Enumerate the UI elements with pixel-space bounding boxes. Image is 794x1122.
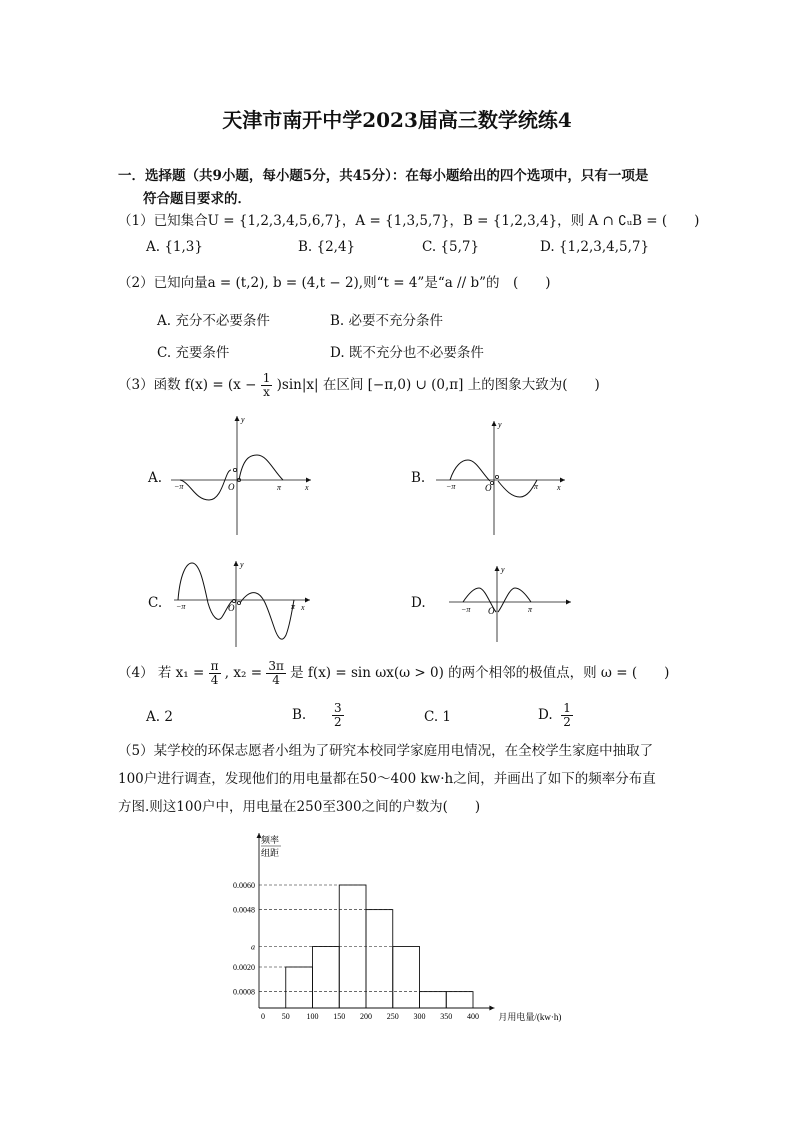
q4-x2-fraction: $\frac{3\pi}{4}$ [268,659,284,687]
q2-option-d: D. 既不充分也不必要条件 [330,345,484,361]
x-tick-label: 100 [306,1012,319,1021]
q4-option-a: A. 2 [146,709,173,725]
x-tick-label: 150 [333,1012,346,1021]
histogram-bar [420,992,447,1008]
q2-stem: （2）已知向量a = (t,2), b = (4,t − 2),则“t = 4”是“a // b”的 ( ) [118,275,551,291]
y-tick-label: 0.0008 [233,987,255,997]
svg-text:y: y [501,565,505,574]
q4-x1-fraction: $\frac{\pi}{4}$ [210,659,219,687]
q3-stem: （3）函数 f(x) = (x − $\frac{1}{x}$ )sin|x| 在区间 [−π,0) ∪ (0,π] 上的图象大致为( ) [118,371,600,399]
histogram-bar [313,947,340,1009]
q4-option-d: D. $\frac{1}{2}$ [538,701,571,729]
q2-option-a: A. 充分不必要条件 [157,313,270,329]
svg-text:−π: −π [446,482,456,491]
svg-text:O: O [228,482,235,492]
y-tick-label: a [251,942,255,952]
q3-option-c-label: C. [148,595,163,611]
graph-d [445,560,575,645]
histogram-bar [286,967,313,1008]
svg-text:y: y [498,420,502,429]
y-label-numerator: 频率 [261,835,280,845]
q1-stem: （1）已知集合U = {1,2,3,4,5,6,7}，A = {1,3,5,7}，B = {1,2,3,4}，则 A ∩ ∁ᵤB = ( ) [118,213,700,229]
graph-c [170,555,320,650]
x-tick-label: 300 [413,1012,426,1021]
q1-option-a: A. {1,3} [146,239,203,255]
histogram-bar [366,910,393,1008]
q5-line2: 100户进行调查，发现他们的用电量都在50～400 kw·h之间，并画出了如下的频率分布直 [118,771,656,787]
q3-fraction: $\frac{1}{x}$ [262,371,271,399]
svg-text:−π: −π [461,605,471,614]
svg-text:O: O [485,483,492,493]
q1-option-b: B. {2,4} [298,239,356,255]
y-tick-label: 0.0048 [233,905,255,915]
x-tick-label: 50 [281,1012,290,1021]
y-tick-label: 0.0020 [233,963,255,972]
svg-text:−π: −π [174,482,184,491]
section-heading: 一．选择题（共9小题，每小题5分，共45分）：在每小题给出的四个选项中，只有一项是 [118,168,649,184]
q1-option-c: C. {5,7} [422,239,480,255]
x-tick-label: 350 [440,1012,453,1021]
svg-text:x: x [305,483,309,492]
x-axis-arrow [489,1006,494,1011]
x-axis-label: 月用电量/(kw·h) [498,1012,562,1022]
x-tick-label: 200 [360,1012,372,1021]
svg-text:−π: −π [176,602,186,611]
q3-option-d-label: D. [411,595,426,611]
svg-text:y: y [240,560,244,569]
svg-text:π: π [277,483,282,492]
svg-text:x: x [301,603,305,612]
y-label-denominator: 组距 [261,848,280,858]
x-tick-label: 0 [261,1012,265,1021]
q5-line1: （5）某学校的环保志愿者小组为了研究本校同学家庭用电情况，在全校学生家庭中抽取了 [118,743,654,759]
histogram-bar [393,947,420,1009]
q5-line3: 方图.则这100户中，用电量在250至300之间的户数为( ) [118,799,481,815]
q4-option-b: B. $\frac{3}{2}$ [292,701,342,729]
x-tick-label: 400 [467,1012,479,1021]
x-tick-label: 250 [386,1012,399,1021]
svg-text:x: x [557,483,561,492]
q4-stem: （4） 若 x₁ = $\frac{\pi}{4}$ , x₂ = $\frac{3\pi}{4}$ 是 f(x) = sin ωx(ω > 0) 的两个相邻的极值点，则 ω = ( ) [118,659,670,687]
page-title: 天津市南开中学2023届高三数学统练4 [222,108,572,132]
q1-option-d: D. {1,2,3,4,5,7} [540,239,650,255]
svg-text:π: π [528,605,533,614]
q2-option-c: C. 充要条件 [157,345,230,361]
svg-text:π: π [291,602,296,611]
svg-text:π: π [534,482,539,491]
q3-option-b-label: B. [411,470,426,486]
svg-text:O: O [488,606,495,616]
q4-option-c: C. 1 [424,709,452,725]
q3-option-a-label: A. [148,470,163,486]
histogram-bar [446,992,473,1008]
q2-option-b: B. 必要不充分条件 [330,313,444,329]
y-tick-label: 0.0060 [233,881,255,890]
section-heading-cont: 符合题目要求的． [143,191,251,207]
svg-text:O: O [228,603,235,613]
frequency-histogram [205,825,590,1025]
graph-b [430,415,570,540]
graph-a [165,410,315,540]
svg-text:y: y [241,415,245,424]
